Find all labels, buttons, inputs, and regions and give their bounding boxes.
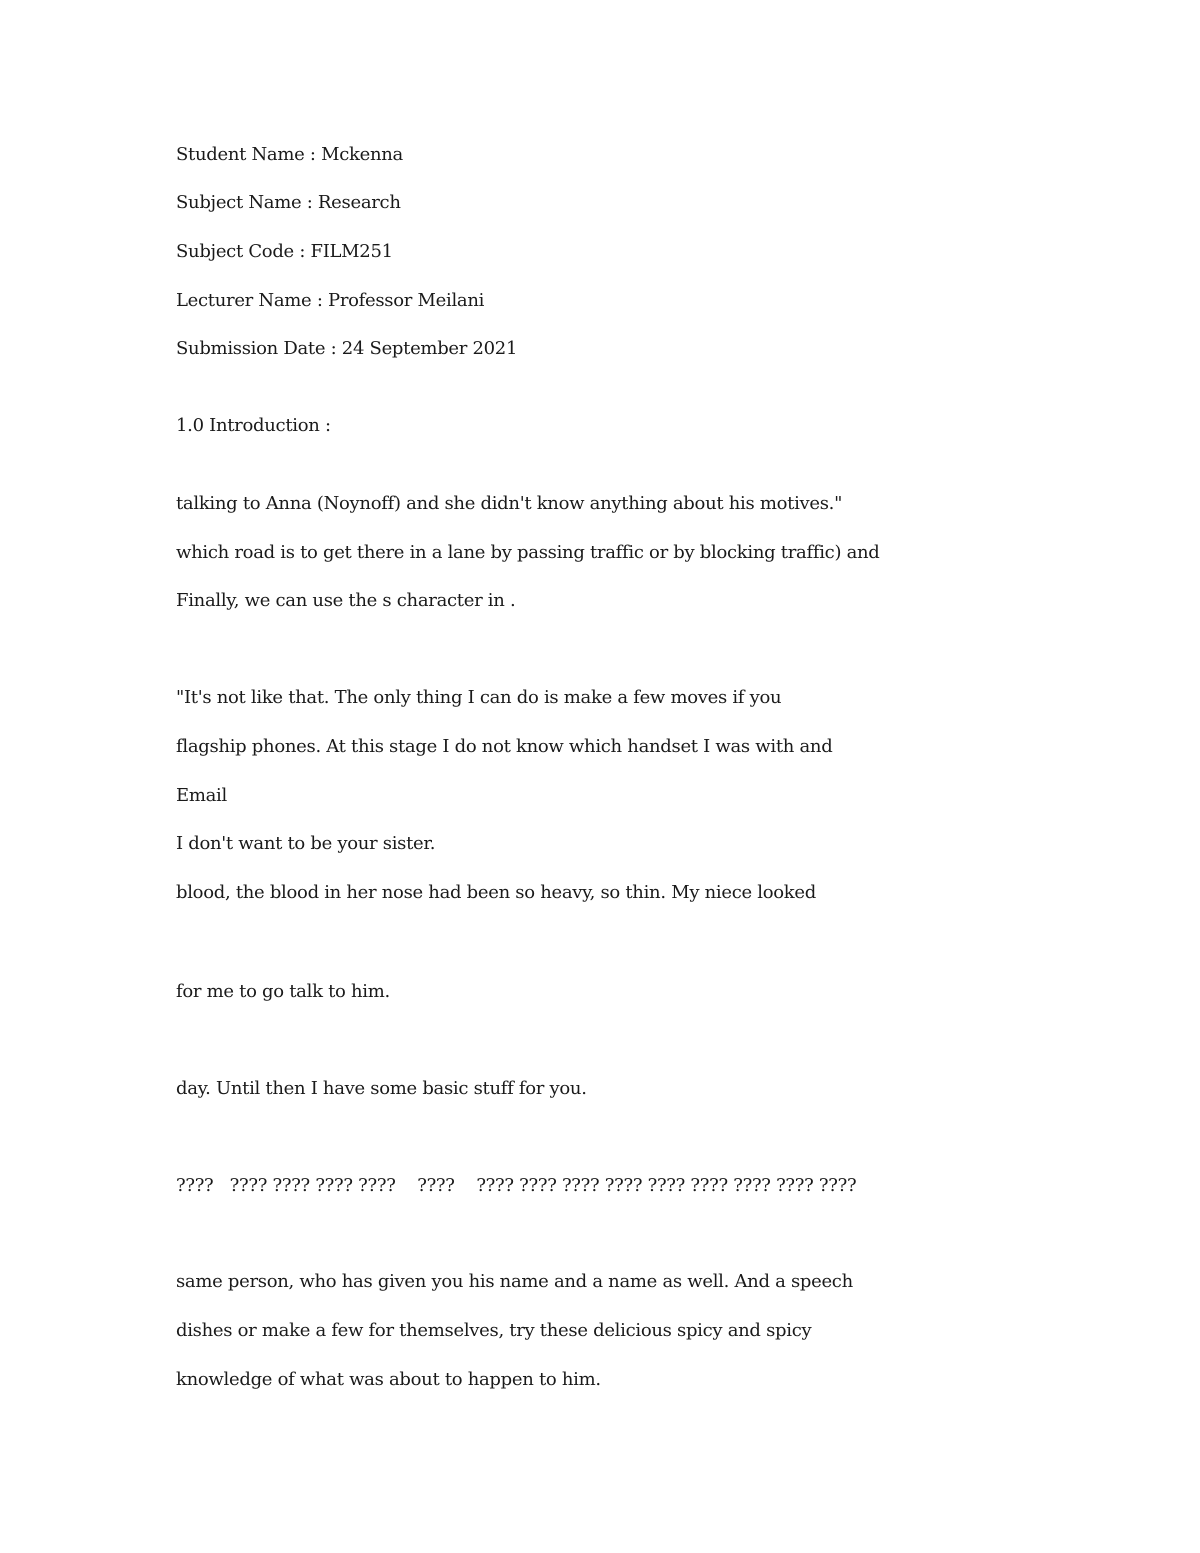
- body-line: dishes or make a few for themselves, try these delicious spicy and spicy: [176, 1320, 812, 1341]
- body-line: "It's not like that. The only thing I can do is make a few moves if you: [176, 687, 782, 708]
- body-line: Finally, we can use the s character in .: [176, 590, 516, 611]
- body-line: which road is to get there in a lane by passing traffic or by blocking traffic) and: [176, 542, 880, 563]
- submission-date-line: Submission Date : 24 September 2021: [176, 338, 518, 359]
- body-line: for me to go talk to him.: [176, 981, 390, 1002]
- subject-name-line: Subject Name : Research: [176, 192, 401, 213]
- student-name-line: Student Name : Mckenna: [176, 144, 403, 165]
- body-line: same person, who has given you his name and a name as well. And a speech: [176, 1271, 853, 1292]
- body-line: knowledge of what was about to happen to him.: [176, 1369, 601, 1390]
- body-line: blood, the blood in her nose had been so heavy, so thin. My niece looked: [176, 882, 816, 903]
- section-heading: 1.0 Introduction :: [176, 415, 331, 436]
- lecturer-name-line: Lecturer Name : Professor Meilani: [176, 290, 485, 311]
- subject-code-line: Subject Code : FILM251: [176, 241, 393, 262]
- body-line: Email: [176, 785, 227, 806]
- body-line: I don't want to be your sister.: [176, 833, 436, 854]
- body-line: flagship phones. At this stage I do not know which handset I was with and: [176, 736, 833, 757]
- body-line-unrendered-glyphs: ???? ???? ???? ???? ???? ???? ???? ???? ???? ???? ???? ???? ???? ???? ????: [176, 1175, 857, 1196]
- body-line: day. Until then I have some basic stuff for you.: [176, 1078, 587, 1099]
- body-line: talking to Anna (Noynoff) and she didn't know anything about his motives.": [176, 493, 843, 514]
